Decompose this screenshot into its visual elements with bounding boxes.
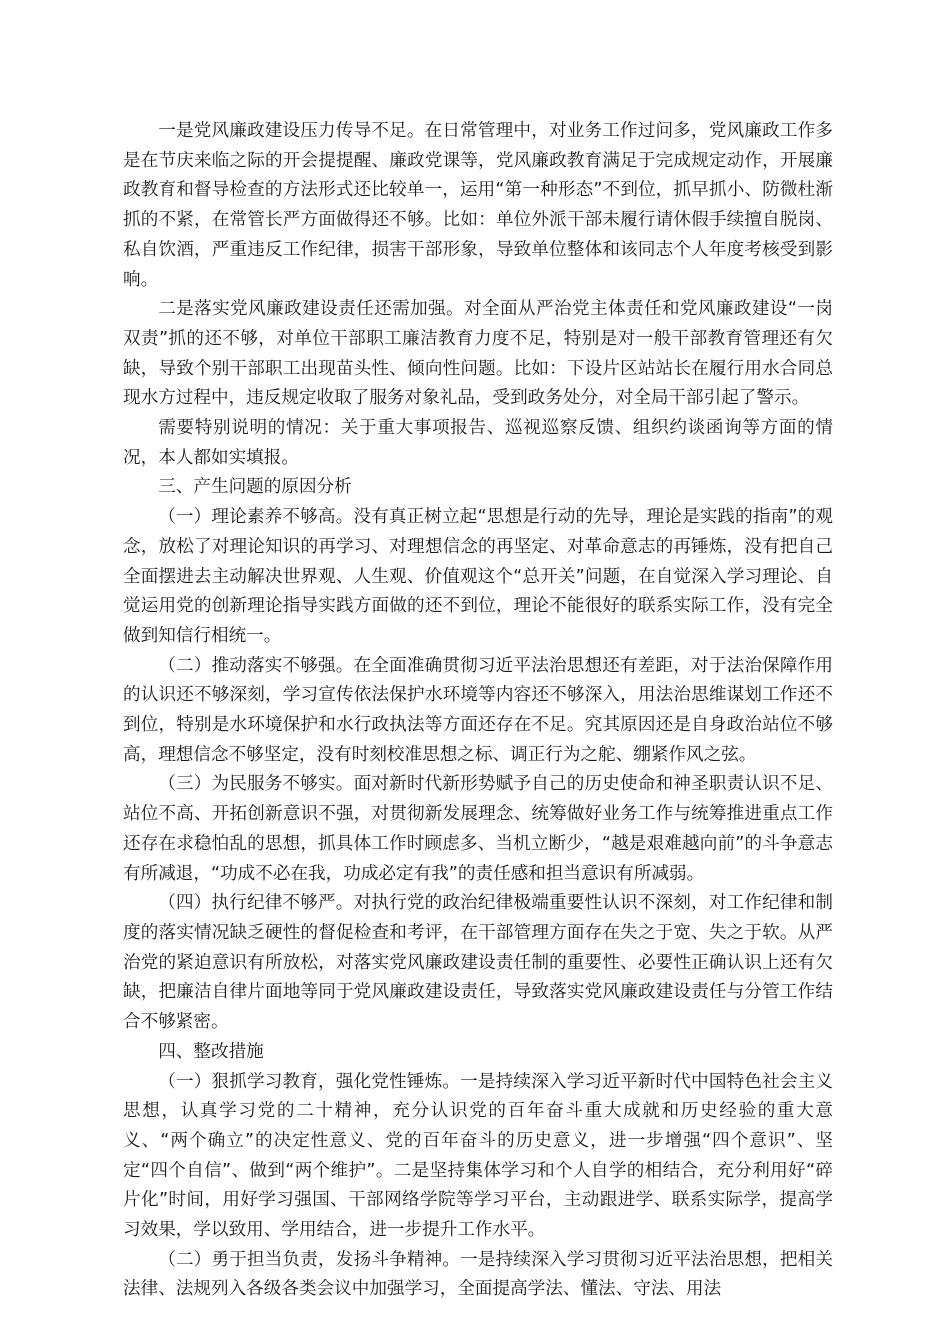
paragraph-cause-theory: （一）理论素养不够高。没有真正树立起“思想是行动的先导，理论是实践的指南”的观念，放松了对理论知识的再学习、对理想信念的再坚定、对革命意志的再锤炼，没有把自己全面摆进去主动解决世界观、人生观、价值观这个“总开关”问题，在自觉深入学习理论、自觉运用党的创新理论指导实践方面做的还不到位，理论不能很好的联系实际工作，没有完全做到知信行相统一。 <box>123 507 833 646</box>
paragraph-measure-study: （一）狠抓学习教育，强化党性锤炼。一是持续深入学习近平新时代中国特色社会主义思想，认真学习党的二十精神，充分认识党的百年奋斗重大成就和历史经验的重大意义、“两个确立”的决定性意义、党的百年奋斗的历史意义，进一步增强“四个意识”、坚定“四个自信”、做到“两个维护”。二是坚持集体学习和个人自学的相结合，充分利用好“碎片化”时间，用好学习强国、干部网络学院等学习平台，主动跟进学、联系实际学，提高学习效果，学以致用、学用结合，进一步提升工作水平。 <box>123 1071 833 1241</box>
paragraph-cause-service: （三）为民服务不够实。面对新时代新形势赋予自己的历史使命和神圣职责认识不足、站位不高、开拓创新意识不强，对贯彻新发展理念、统筹做好业务工作与统筹推进重点工作还存在求稳怕乱的思想，抓具体工作时顾虑多、当机立断少，“越是艰难越向前”的斗争意志有所减退，“功成不必在我，功成必定有我”的责任感和担当意识有所减弱。 <box>123 774 833 884</box>
paragraph-special-note: 需要特别说明的情况：关于重大事项报告、巡视巡察反馈、组织约谈函询等方面的情况，本人都如实填报。 <box>123 418 833 468</box>
section-heading-cause-analysis: 三、产生问题的原因分析 <box>158 477 352 498</box>
paragraph-cause-implementation: （二）推动落实不够强。在全面准确贯彻习近平法治思想还有差距，对于法治保障作用的认识还不够深刻，学习宣传依法保护水环境等内容还不够深入，用法治思维谋划工作还不到位，特别是水环境保护和水行政执法等方面还存在不足。究其原因还是自身政治站位不够高，理想信念不够坚定，没有时刻校准思想之标、调正行为之舵、绷紧作风之弦。 <box>123 655 833 765</box>
paragraph-measure-responsibility: （二）勇于担当负责，发扬斗争精神。一是持续深入学习贯彻习近平法治思想，把相关法律、法规列入各级各类会议中加强学习，全面提高学法、懂法、守法、用法 <box>123 1249 833 1300</box>
section-heading-rectification: 四、整改措施 <box>158 1041 264 1062</box>
paragraph-cause-discipline: （四）执行纪律不够严。对执行党的政治纪律极端重要性认识不深刻，对工作纪律和制度的落实情况缺乏硬性的督促检查和考评，在干部管理方面存在失之于宽、失之于软。从严治党的紧迫意识有所放松，对落实党风廉政建设责任制的重要性、必要性正确认识上还有欠缺，把廉洁自律片面地等同于党风廉政建设责任，导致落实党风廉政建设责任与分管工作结合不够紧密。 <box>123 893 833 1033</box>
paragraph-responsibility-implementation: 二是落实党风廉政建设责任还需加强。对全面从严治党主体责任和党风廉政建设“一岗双责”抓的还不够，对单位干部职工廉洁教育力度不足，特别是对一般干部教育管理还有欠缺，导致个别干部职工出现苗头性、倾向性问题。比如：下设片区站站长在履行用水合同总现水方过程中，违反规定收取了服务对象礼品，受到政务处分，对全局干部引起了警示。 <box>123 299 833 409</box>
document-body <box>123 117 833 1305</box>
paragraph-party-conduct-pressure: 一是党风廉政建设压力传导不足。在日常管理中，对业务工作过问多，党风廉政工作多是在节庆来临之际的开会提提醒、廉政党课等，党风廉政教育满足于完成规定动作，开展廉政教育和督导检查的方法形式还比较单一，运用“第一种形态”不到位，抓早抓小、防微杜渐抓的不紧，在常管长严方面做得还不够。比如：单位外派干部未履行请休假手续擅自脱岗、私自饮酒，严重违反工作纪律，损害干部形象，导致单位整体和该同志个人年度考核受到影响。 <box>123 121 833 290</box>
